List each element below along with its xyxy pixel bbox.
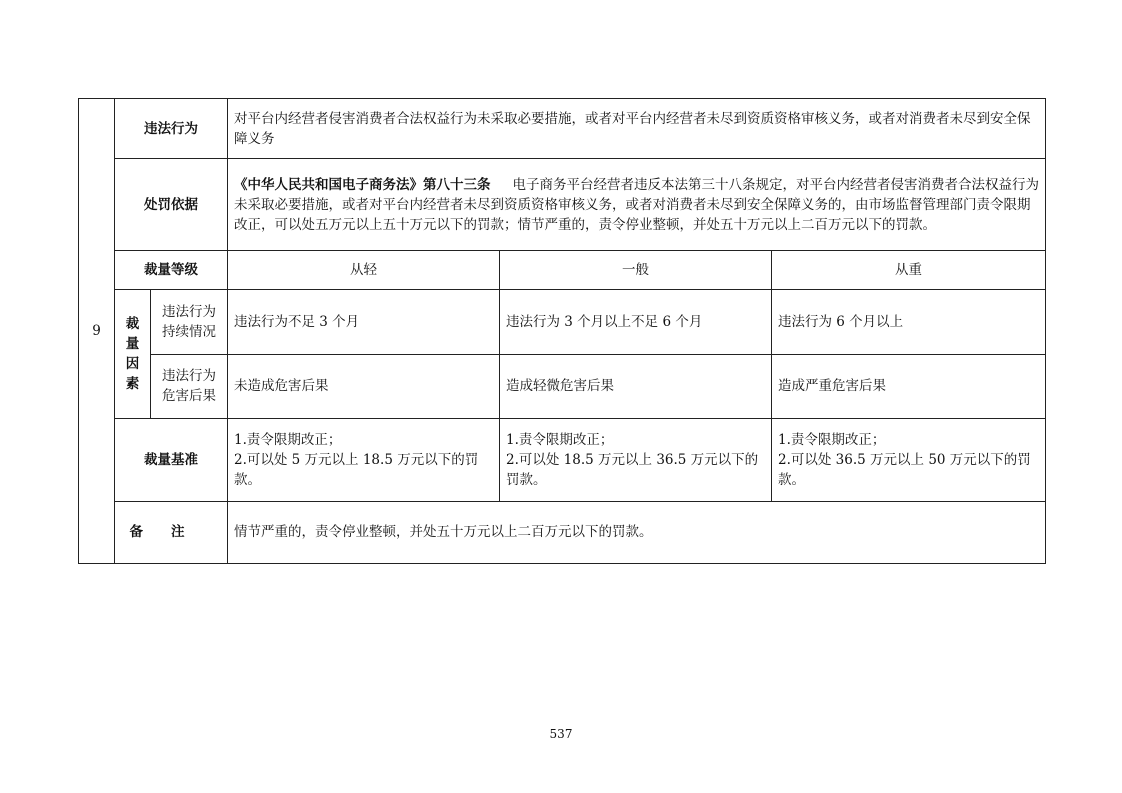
remarks-text: 情节严重的，责令停业整顿，并处五十万元以上二百万元以下的罚款。 [228,501,1046,563]
remarks-label: 备注 [115,501,228,563]
law-title: 《中华人民共和国电子商务法》第八十三条 [234,176,491,193]
level-general: 一般 [500,250,772,289]
duration-heavy: 违法行为 6 个月以上 [772,290,1046,354]
harm-general: 造成轻微危害后果 [500,354,772,418]
standard-row [79,419,1046,502]
duration-general: 违法行为 3 个月以上不足 6 个月 [500,290,772,354]
level-label: 裁量等级 [115,250,228,289]
harm-heavy: 造成严重危害后果 [772,354,1046,418]
standard-label: 裁量基准 [115,419,228,502]
level-row [79,250,1046,289]
remarks-row [79,501,1046,563]
duration-light: 违法行为不足 3 个月 [228,290,500,354]
violation-label: 违法行为 [115,99,228,159]
violation-text: 对平台内经营者侵害消费者合法权益行为未采取必要措施，或者对平台内经营者未尽到资质资格审核义务，或者对消费者未尽到安全保障义务 [228,99,1046,159]
basis-text: 电子商务平台经营者违反本法第三十八条规定，对平台内经营者侵害消费者合法权益行为未采取必要措施，或者对平台内经营者未尽到资质资格审核义务，或者对消费者未尽到安全保障义务的，由市场监督管理部门责令限期改正，可以处五万元以上五十万元以下的罚款；情节严重的，责令停业整顿，并处五十万元以上二百万元以下的罚款。 [234,176,1039,233]
discretion-table [78,98,1046,564]
duration-row [79,290,1046,354]
row-number: 9 [79,99,115,564]
page-number: 537 [549,727,573,741]
harm-light: 未造成危害后果 [228,354,500,418]
basis-label: 处罚依据 [115,159,228,251]
standard-heavy: 1.责令限期改正； 2.可以处 36.5 万元以上 50 万元以下的罚款。 [772,419,1046,502]
harm-row [79,354,1046,418]
violation-row [79,99,1046,159]
level-heavy: 从重 [772,250,1046,289]
basis-row [79,159,1046,251]
basis-cell [228,159,1046,251]
standard-general: 1.责令限期改正； 2.可以处 18.5 万元以上 36.5 万元以下的罚款。 [500,419,772,502]
factors-label: 裁 量 因 素 [115,290,151,419]
duration-label: 违法行为 持续情况 [151,290,228,354]
harm-label: 违法行为 危害后果 [151,354,228,418]
level-light: 从轻 [228,250,500,289]
standard-light: 1.责令限期改正； 2.可以处 5 万元以上 18.5 万元以下的罚款。 [228,419,500,502]
